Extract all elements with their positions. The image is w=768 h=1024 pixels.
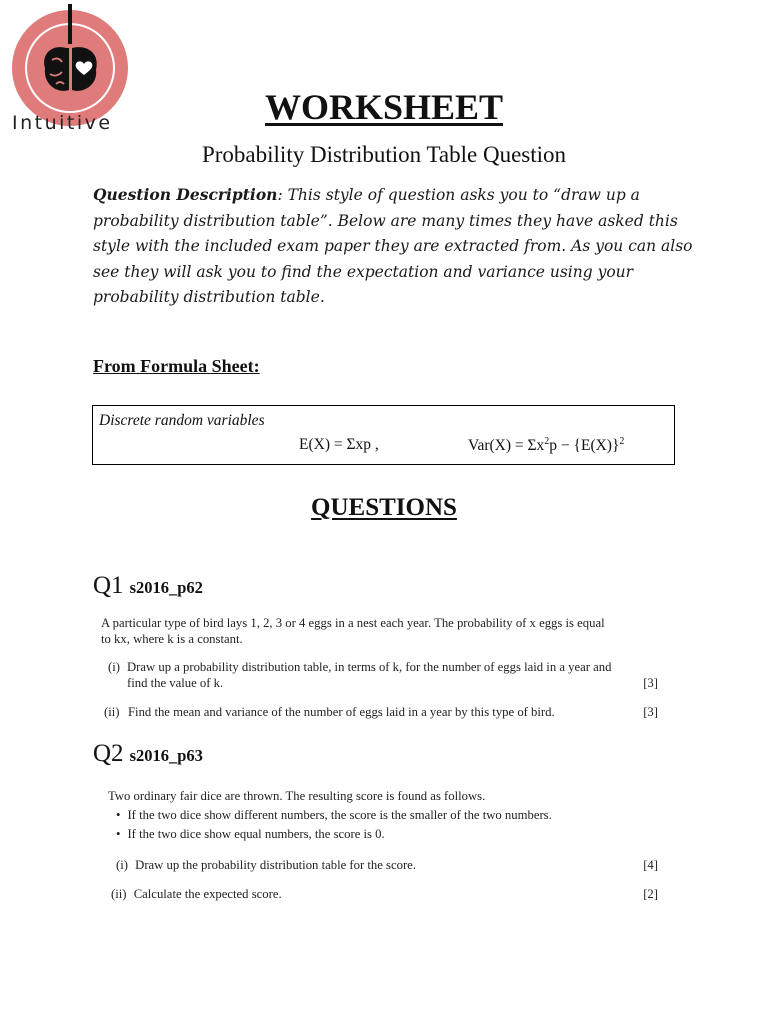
q2-part-i-mark: [4] <box>643 858 658 872</box>
q1-intro-line-1: A particular type of bird lays 1, 2, 3 or 4 eggs in a nest each year. The probability of x eggs is equal <box>101 616 605 630</box>
description-text: : This style of question asks you to “draw up a probability distribution table”. Below are many times they have asked this style with the included exam paper they are extracted from. As you can also see they will ask you to find the expectation and variance using your probability distribution table. <box>93 186 693 306</box>
question-description <box>93 182 693 311</box>
q2-part-ii-text: Calculate the expected score. <box>133 887 282 901</box>
description-label: Question Description <box>93 185 278 204</box>
page-title: WORKSHEET <box>264 87 504 127</box>
q2-part-ii-mark: [2] <box>643 887 658 901</box>
q1-intro <box>101 615 661 647</box>
q1-part-ii-mark: [3] <box>643 705 658 719</box>
q1-label <box>93 572 203 600</box>
q1-part-i-label: (i) <box>108 660 120 674</box>
q1-part-i-line-2: find the value of k. <box>127 676 224 690</box>
formula-box <box>92 405 675 465</box>
q2-bullet-1-text: If the two dice show different numbers, the score is the smaller of the two numbers. <box>127 808 552 822</box>
q2-part-i-label: (i) <box>116 858 128 872</box>
q1-code: s2016_p62 <box>129 578 203 597</box>
q1-part-i-mark: [3] <box>643 676 658 690</box>
q2-label <box>93 740 203 768</box>
formula-caption: Discrete random variables <box>99 412 265 429</box>
q2-intro: Two ordinary fair dice are thrown. The resulting score is found as follows. <box>108 789 486 803</box>
q2-part-i-text: Draw up the probability distribution table for the score. <box>135 858 416 872</box>
bullet-icon: • <box>116 808 121 822</box>
page-subtitle: Probability Distribution Table Question <box>201 142 567 167</box>
q1-part-i-line-1: Draw up a probability distribution table, in terms of k, for the number of eggs laid in a year and <box>127 660 612 674</box>
q1-number: Q1 <box>93 572 124 599</box>
questions-heading: QUESTIONS <box>311 494 457 521</box>
bullet-icon: • <box>116 827 121 841</box>
q2-number: Q2 <box>93 740 124 767</box>
q2-code: s2016_p63 <box>129 746 203 765</box>
q2-part-ii <box>111 886 658 902</box>
formula-sheet-heading: From Formula Sheet: <box>93 356 260 376</box>
q2-bullet-1 <box>116 807 666 823</box>
q1-part-ii-text: Find the mean and variance of the number of eggs laid in a year by this type of bird. <box>128 705 555 719</box>
variance-main: Var(X) = Σx <box>468 437 545 455</box>
q1-part-ii <box>104 704 658 720</box>
variance-formula <box>468 436 624 455</box>
q2-bullet-2 <box>116 826 666 842</box>
q1-part-ii-label: (ii) <box>104 705 120 719</box>
q2-part-ii-label: (ii) <box>111 887 127 901</box>
expectation-formula: E(X) = Σxp , <box>299 436 379 453</box>
q1-intro-line-2: to kx, where k is a constant. <box>101 632 243 646</box>
q1-part-i <box>108 659 658 691</box>
logo-wordmark: Intuitive <box>12 112 113 134</box>
variance-sup-2: 2 <box>619 436 625 447</box>
variance-mid: p − {E(X)} <box>549 437 620 455</box>
q2-part-i <box>116 857 658 873</box>
q2-bullet-2-text: If the two dice show equal numbers, the score is 0. <box>127 827 385 841</box>
variance-sup-1: 2 <box>544 436 550 447</box>
